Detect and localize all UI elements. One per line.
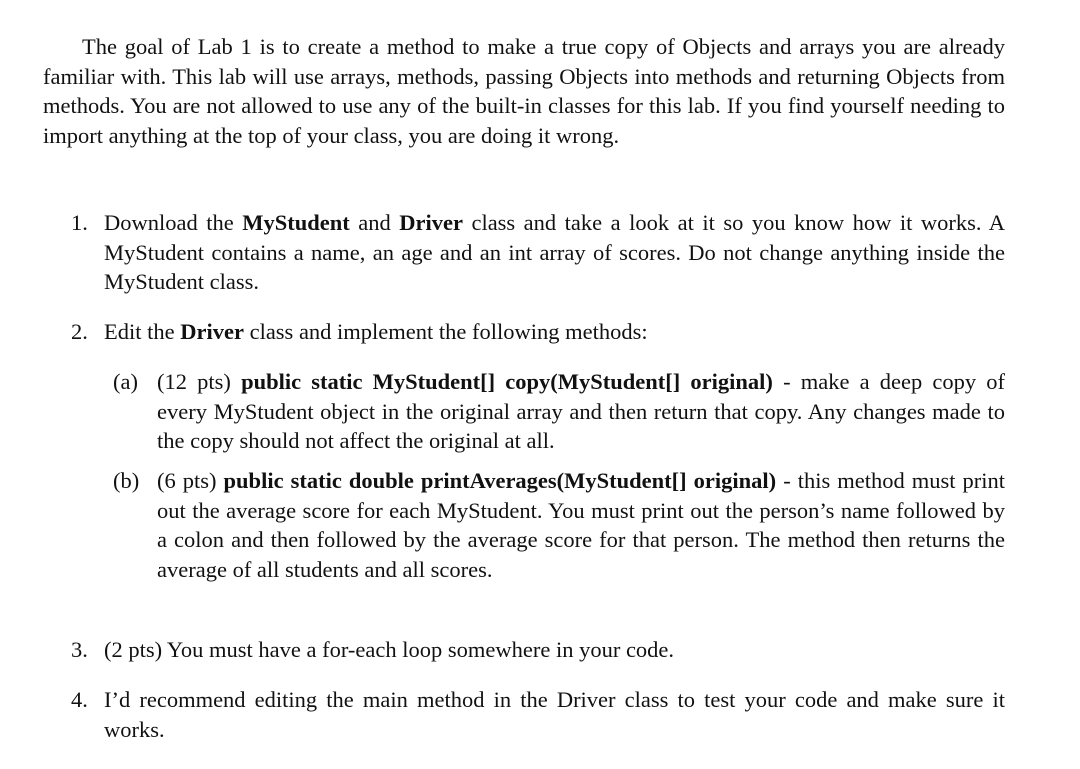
- list-item-1: [71, 208, 1005, 297]
- method-description: - this method must print out the average score for each MyStudent. You must print out the person’s name followed by a colon and then followed by the average score for that person. The method then returns the average of all students and all scores.: [157, 468, 1005, 583]
- item-text: class and implement the following methods:: [243, 319, 648, 344]
- item-text: I’d recommend editing the main method in the Driver class to test your code and make sure it works.: [104, 687, 1005, 742]
- class-name-driver: Driver: [399, 210, 463, 235]
- list-number: 3.: [71, 637, 88, 662]
- sub-item-b: [113, 466, 1005, 585]
- sub-item-label: (b): [113, 468, 140, 493]
- list-number: 1.: [71, 210, 88, 235]
- class-name-mystudent: MyStudent: [242, 210, 350, 235]
- intro-paragraph: The goal of Lab 1 is to create a method to make a true copy of Objects and arrays you are already familiar with. This lab will use arrays, methods, passing Objects into methods and returning Objects from methods. You are not allowed to use any of the built-in classes for this lab. If you find yourself needing to import anything at the top of your class, you are doing it wrong.: [43, 34, 1005, 149]
- method-signature: public static double printAverages(MyStudent[] original): [223, 468, 777, 493]
- class-name-driver: Driver: [180, 319, 244, 344]
- points-text: (12 pts): [157, 369, 242, 394]
- points-text: (6 pts): [157, 468, 224, 493]
- list-number: 4.: [71, 687, 88, 712]
- sub-item-a: [113, 367, 1005, 456]
- item-text: (2 pts) You must have a for-each loop somewhere in your code.: [104, 637, 675, 662]
- method-signature: public static MyStudent[] copy(MyStudent[] original): [241, 369, 773, 394]
- item-text: class and take a look at it so you know how it works. A MyStudent contains a name, an age and an int array of scores. Do not change anything inside the MyStudent class.: [104, 210, 1005, 295]
- list-item-2: [71, 317, 1005, 347]
- item-text: Download the: [104, 210, 243, 235]
- method-description: - make a deep copy of every MyStudent object in the original array and then return that copy. Any changes made to the copy should not affect the original at all.: [157, 369, 1005, 454]
- item-text: Edit the: [104, 319, 181, 344]
- list-number: 2.: [71, 319, 88, 344]
- list-item-3: [71, 635, 1005, 665]
- list-item-4: [71, 685, 1005, 744]
- sub-item-label: (a): [113, 369, 138, 394]
- item-text: and: [349, 210, 400, 235]
